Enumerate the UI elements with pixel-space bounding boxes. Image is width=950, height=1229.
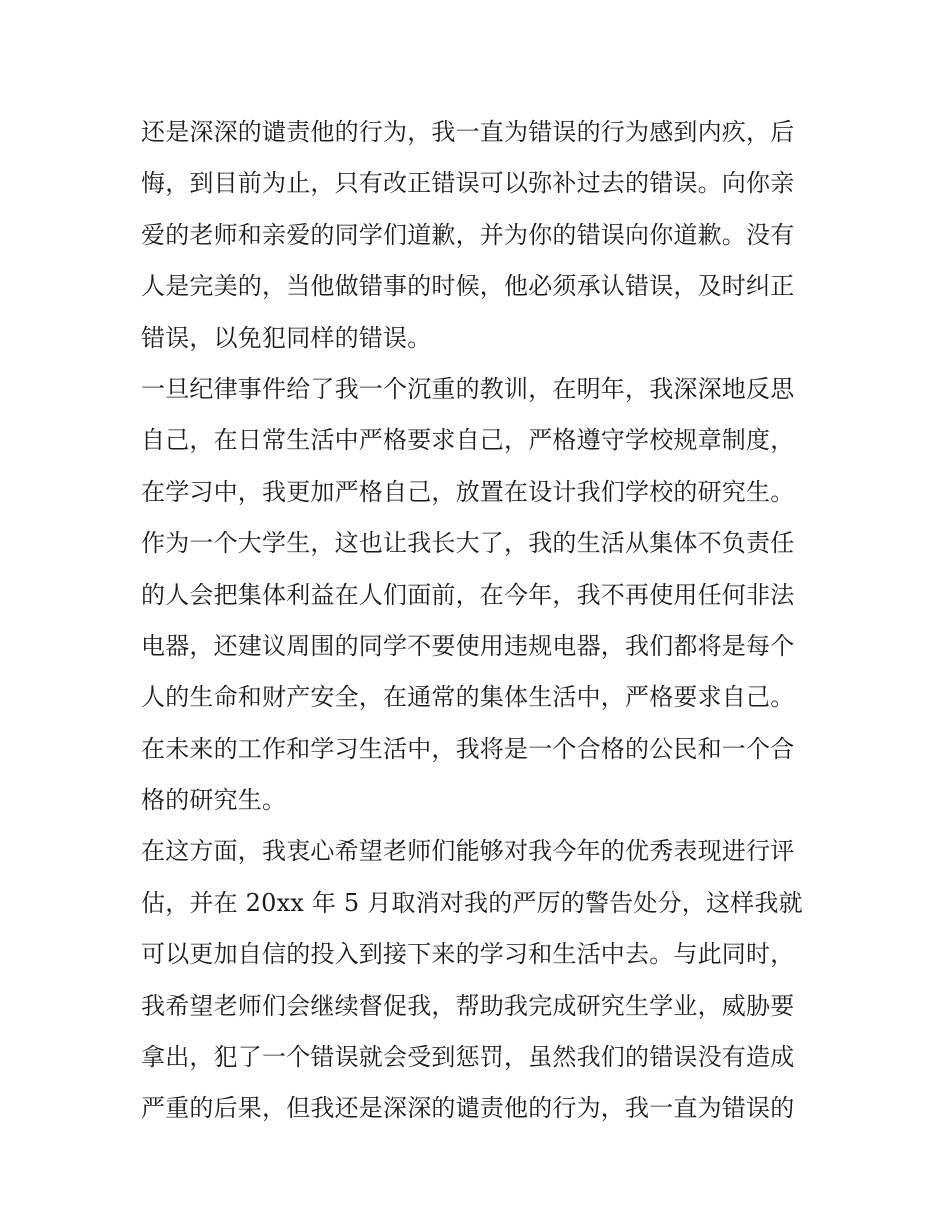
text-line: 在未来的工作和学习生活中，我将是一个合格的公民和一个合 — [141, 734, 795, 763]
text-line: 在学习中，我更加严格自己，放置在设计我们学校的研究生。 — [141, 477, 795, 506]
text-line: 的人会把集体利益在人们面前，在今年，我不再使用任何非法 — [141, 580, 795, 609]
document-body — [141, 107, 821, 1135]
text-line: 爱的老师和亲爱的同学们道歉，并为你的错误向你道歉。没有 — [141, 220, 795, 249]
text-line: 严重的后果，但我还是深深的谴责他的行为，我一直为错误的 — [141, 1094, 795, 1123]
text-line: 人的生命和财产安全，在通常的集体生活中，严格要求自己。 — [141, 683, 795, 712]
text-line: 还是深深的谴责他的行为，我一直为错误的行为感到内疚，后 — [141, 118, 795, 146]
text-line: 作为一个大学生，这也让我长大了，我的生活从集体不负责任 — [141, 529, 795, 558]
text-line: 悔，到目前为止，只有改正错误可以弥补过去的错误。向你亲 — [141, 169, 795, 198]
text-line: 电器，还建议周围的同学不要使用违规电器，我们都将是每个 — [141, 631, 795, 660]
text-line: 拿出，犯了一个错误就会受到惩罚，虽然我们的错误没有造成 — [141, 1043, 795, 1072]
text-line: 一旦纪律事件给了我一个沉重的教训，在明年，我深深地反思 — [141, 374, 795, 403]
text-line: 可以更加自信的投入到接下来的学习和生活中去。与此同时， — [141, 940, 795, 969]
text-line: 在这方面，我衷心希望老师们能够对我今年的优秀表现进行评 — [141, 837, 795, 866]
text-line: 人是完美的，当他做错事的时候，他必须承认错误，及时纠正 — [141, 272, 795, 301]
text-line: 格的研究生。 — [141, 786, 287, 815]
text-line: 我希望老师们会继续督促我，帮助我完成研究生学业，威胁要 — [141, 991, 795, 1020]
text-line: 错误，以免犯同样的错误。 — [141, 323, 432, 352]
text-line: 估，并在 20xx 年 5 月取消对我的严厉的警告处分，这样我就 — [141, 888, 803, 917]
text-line: 自己，在日常生活中严格要求自己，严格遵守学校规章制度， — [141, 426, 795, 455]
